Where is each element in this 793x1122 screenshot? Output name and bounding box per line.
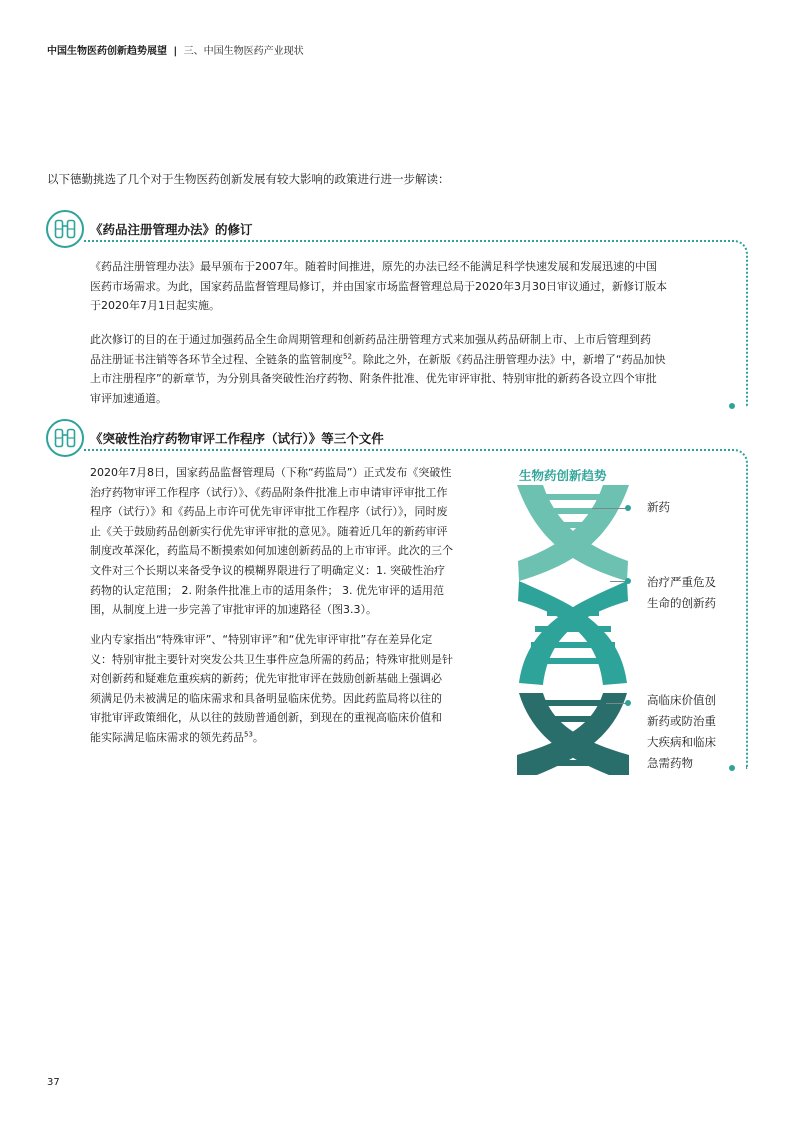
legend-text-line: 大疾病和临床 xyxy=(647,735,716,749)
running-header xyxy=(47,42,304,57)
legend-text-line: 生命的创新药 xyxy=(647,596,716,610)
text-line: 药物的认定范围； 2. 附条件批准上市的适用条件； 3. 优先审评的适用范 xyxy=(90,583,444,597)
figure-title: 生物药创新趋势 xyxy=(519,468,607,483)
legend-connector-dot xyxy=(625,700,631,706)
text-line: 对创新药和疑难危重疾病的新药；优先审批审评在鼓励创新基础上强调必 xyxy=(90,672,442,686)
text-line: 。除此之外，在新版《药品注册管理办法》中，新增了“药品加快 xyxy=(351,352,666,366)
text-line: 上市注册程序”的新章节，为分别具备突破性治疗药物、附条件批准、优先审评审批、特别审批的新药各设立四个审批 xyxy=(90,372,657,386)
text-line: 能实际满足临床需求的领先药品 xyxy=(90,730,244,744)
section1-title: 《药品注册管理办法》的修订 xyxy=(90,222,253,237)
text-line: 业内专家指出“特殊审评”、“特别审评”和“优先审评审批”存在差异化定 xyxy=(90,633,433,646)
binoculars-icon xyxy=(46,210,84,248)
text-line: 文件对三个长期以来备受争议的模糊界限进行了明确定义：1. 突破性治疗 xyxy=(90,563,445,577)
footnote-ref[interactable]: 52 xyxy=(343,351,352,360)
legend-text-line: 治疗严重危及 xyxy=(647,575,716,589)
text-line: 于2020年7月1日起实施。 xyxy=(90,299,220,313)
legend-item-life-threatening xyxy=(647,572,716,614)
intro-text: 以下德勤挑选了几个对于生物医药创新发展有较大影响的政策进行进一步解读： xyxy=(47,172,450,186)
header-separator: | xyxy=(173,46,178,57)
page-number: 37 xyxy=(47,1077,60,1088)
text-line: 制度改革深化，药监局不断摸索如何加速创新药品的上市审评。此次的三个 xyxy=(90,544,453,558)
text-line: 治疗药物审评工作程序（试行）》、《药品附条件批准上市申请审评审批工作 xyxy=(90,485,448,499)
dna-helix-graphic xyxy=(505,485,640,775)
section1-paragraph xyxy=(90,257,730,316)
binoculars-icon xyxy=(46,419,84,457)
text-line: 此次修订的目的在于通过加强药品全生命周期管理和创新药品注册管理方式来加强从药品研制上市、上市后管理到药 xyxy=(90,333,651,346)
text-line: 审批审评政策细化，从以往的鼓励普通创新，到现在的重视高临床价值和 xyxy=(90,711,442,725)
header-section: 三、中国生物医药产业现状 xyxy=(183,46,304,57)
legend-item-new-drug xyxy=(647,497,670,518)
legend-text-line: 新药或防治重 xyxy=(647,714,716,728)
section2-paragraph xyxy=(90,463,500,620)
text-line: 义：特别审批主要针对突发公共卫生事件应急所需的药品；特殊审批则是针 xyxy=(90,652,453,666)
text-line: 止《关于鼓励药品创新实行优先审评审批的意见》。随着近几年的新药审评 xyxy=(90,524,448,538)
legend-connector-line xyxy=(592,508,628,509)
legend-connector-dot xyxy=(625,578,631,584)
text-line: 医药市场需求。为此，国家药品监督管理局修订，并由国家市场监督管理总局于2020年3月30日审议通过，新修订版本 xyxy=(90,279,667,293)
section2-end-dot xyxy=(729,765,735,771)
legend-text-line: 急需药物 xyxy=(647,756,693,770)
text-line: 围，从制度上进一步完善了审批审评的加速路径（图3.3）。 xyxy=(90,603,377,617)
report-title: 中国生物医药创新趋势展望 xyxy=(47,46,167,57)
section2-title: 《突破性治疗药物审评工作程序（试行）》等三个文件 xyxy=(90,431,384,446)
section1-paragraph xyxy=(90,330,730,408)
text-line: 《药品注册管理办法》最早颁布于2007年。随着时间推进，原先的办法已经不能满足科学快速发展和发展迅速的中国 xyxy=(90,260,657,273)
text-line: 品注册证书注销等各环节全过程、全链条的监管制度 xyxy=(90,352,343,366)
legend-text-line: 新药 xyxy=(647,500,670,514)
text-line: 。 xyxy=(252,730,264,744)
legend-item-high-clinical-value xyxy=(647,690,716,774)
legend-text-line: 高临床价值创 xyxy=(647,693,716,707)
text-line: 审评加速通道。 xyxy=(90,391,167,405)
text-line: 须满足仍未被满足的临床需求和具备明显临床优势。因此药监局将以往的 xyxy=(90,691,442,705)
legend-connector-dot xyxy=(625,505,631,511)
text-line: 2020年7月8日，国家药品监督管理局（下称“药监局”）正式发布《突破性 xyxy=(90,466,452,479)
text-line: 程序（试行）》和《药品上市许可优先审评审批工作程序（试行）》，同时废 xyxy=(90,505,448,519)
section2-paragraph xyxy=(90,630,500,748)
footnote-ref[interactable]: 53 xyxy=(244,730,253,739)
